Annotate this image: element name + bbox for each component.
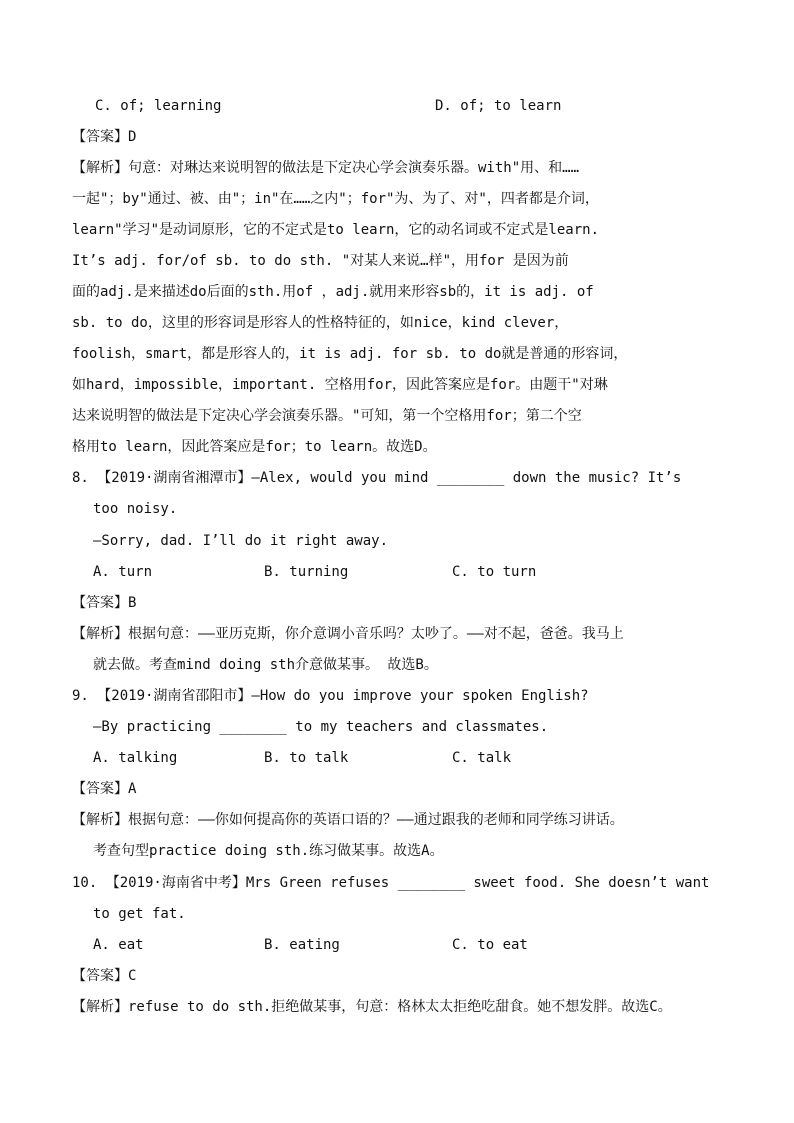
analysis-line: foolish，smart，都是形容人的，it is adj. for sb. to do就是普通的形容词， — [72, 346, 628, 362]
analysis-line: 就去做。考查mind doing sth介意做某事。 故选B。 — [93, 657, 438, 673]
analysis-line: 【解析】根据句意：——亚历克斯，你介意调小音乐吗？太吵了。——对不起，爸爸。我马上 — [72, 626, 624, 642]
option-d: D. of; to learn — [435, 98, 562, 114]
analysis-line: sb. to do，这里的形容词是形容人的性格特征的，如nice，kind clever， — [72, 315, 569, 331]
answer-label: 【答案】B — [72, 595, 137, 611]
analysis-line: 【解析】根据句意：——你如何提高你的英语口语的？——通过跟我的老师和同学练习讲话。 — [72, 812, 624, 828]
option-c: C. to turn — [452, 564, 537, 580]
analysis-line: 【解析】refuse to do sth.拒绝做某事，句意：格林太太拒绝吃甜食。她不想发胖。故选C。 — [72, 999, 672, 1015]
question-reply: —Sorry, dad. I’ll do it right away. — [93, 533, 389, 549]
question-reply: —By practicing ________ to my teachers and classmates. — [93, 719, 549, 735]
analysis-line: 面的adj.是来描述do后面的sth.用of ，adj.就用来形容sb的，it is adj. of — [72, 284, 594, 300]
analysis-line: 考查句型practice doing sth.练习做某事。故选A。 — [93, 843, 444, 859]
analysis-line: 格用to learn，因此答案应是for；to learn。故选D。 — [72, 439, 437, 455]
option-b: B. eating — [264, 937, 340, 953]
analysis-line: learn"学习"是动词原形，它的不定式是to learn，它的动名词或不定式是learn. — [72, 222, 600, 238]
option-b: B. to talk — [264, 750, 349, 766]
option-a: A. talking — [93, 750, 178, 766]
option-c: C. of; learning — [95, 98, 222, 114]
answer-label: 【答案】A — [72, 781, 137, 797]
answer-label: 【答案】D — [72, 129, 137, 145]
question-stem: 10. 【2019·海南省中考】Mrs Green refuses ________ sweet food. She doesn’t want — [72, 875, 710, 891]
option-a: A. eat — [93, 937, 144, 953]
question-stem-cont: too noisy. — [93, 501, 178, 517]
analysis-line: 如hard，impossible，important. 空格用for，因此答案应是for。由题干"对琳 — [72, 377, 608, 393]
analysis-line: 一起"；by"通过、被、由"；in"在……之内"；for"为、为了、对"，四者都是介词， — [72, 191, 599, 207]
option-c: C. to eat — [452, 937, 528, 953]
analysis-line: It’s adj. for/of sb. to do sth. "对某人来说…样"，用for 是因为前 — [72, 253, 569, 269]
question-stem: 9. 【2019·湖南省邵阳市】—How do you improve your spoken English? — [72, 688, 589, 704]
option-c: C. talk — [452, 750, 512, 766]
option-b: B. turning — [264, 564, 349, 580]
option-a: A. turn — [93, 564, 153, 580]
question-stem-cont: to get fat. — [93, 906, 186, 922]
question-stem: 8. 【2019·湖南省湘潭市】—Alex, would you mind ________ down the music? It’s — [72, 470, 682, 486]
answer-label: 【答案】C — [72, 968, 137, 984]
analysis-line: 【解析】句意：对琳达来说明智的做法是下定决心学会演奏乐器。with"用、和…… — [72, 160, 579, 176]
analysis-line: 达来说明智的做法是下定决心学会演奏乐器。"可知，第一个空格用for；第二个空 — [72, 408, 582, 424]
